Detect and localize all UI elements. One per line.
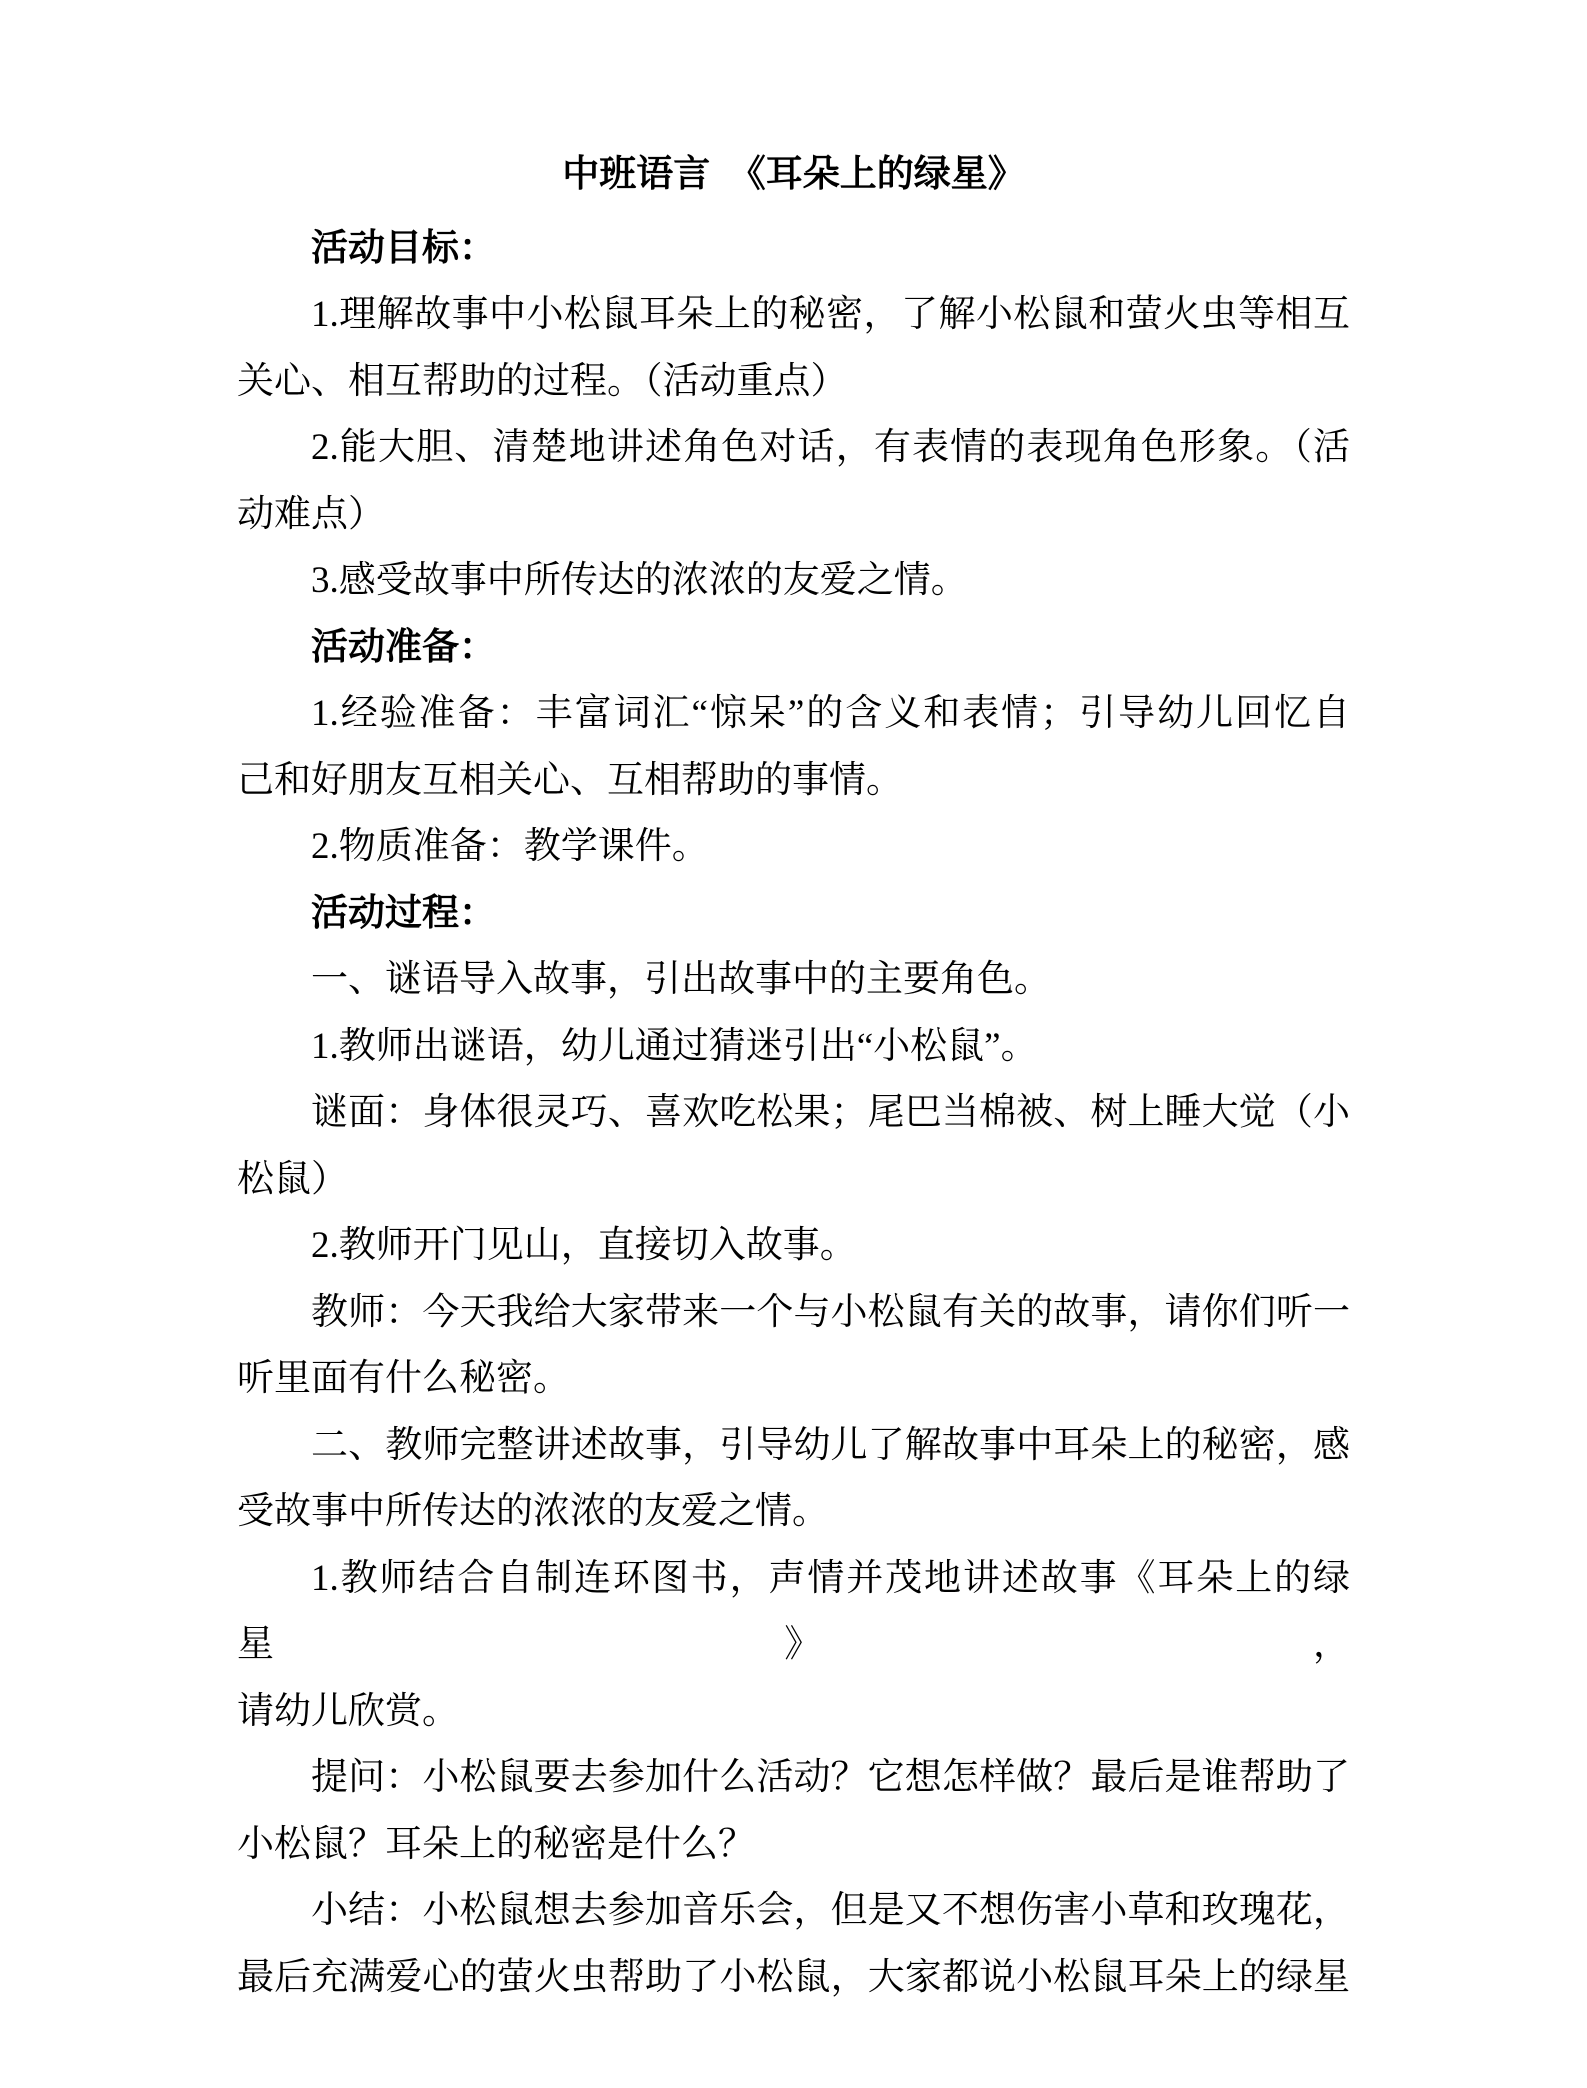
text-line: 受故事中所传达的浓浓的友爱之情。 — [237, 1491, 829, 1532]
text-line: 1.经验准备：丰富词汇“惊呆”的含义和表情；引导幼儿回忆自 — [311, 693, 1350, 734]
text-line: 2.教师开门见山，直接切入故事。 — [311, 1225, 857, 1266]
text-line: 听里面有什么秘密。 — [237, 1358, 570, 1399]
text-line: 1.理解故事中小松鼠耳朵上的秘密，了解小松鼠和萤火虫等相互 — [311, 294, 1350, 335]
text-line: 最后充满爱心的萤火虫帮助了小松鼠，大家都说小松鼠耳朵上的绿星 — [237, 1956, 1350, 1998]
text-line: 提问：小松鼠要去参加什么活动？它想怎样做？最后是谁帮助了 — [311, 1757, 1350, 1798]
text-line: 2.能大胆、清楚地讲述角色对话，有表情的表现角色形象。（活 — [311, 427, 1350, 468]
text-line: 关心、相互帮助的过程。（活动重点） — [237, 360, 848, 402]
document-title: 中班语言 《耳朵上的绿星》 — [562, 154, 1025, 195]
text-line: 动难点） — [237, 493, 385, 535]
section-heading: 活动过程： — [311, 892, 496, 934]
text-line: 请幼儿欣赏。 — [237, 1690, 459, 1732]
document-content — [237, 142, 1350, 2011]
text-line: 小松鼠？耳朵上的秘密是什么？ — [237, 1823, 755, 1865]
text-line: 1.教师出谜语，幼儿通过猜迷引出“小松鼠”。 — [311, 1025, 1038, 1067]
text-line: 1.教师结合自制连环图书，声情并茂地讲述故事《耳朵上的绿星》， — [237, 1557, 1350, 1665]
text-line: 教师：今天我给大家带来一个与小松鼠有关的故事，请你们听一 — [311, 1291, 1350, 1333]
text-line: 己和好朋友互相关心、互相帮助的事情。 — [237, 759, 903, 801]
text-line: 二、教师完整讲述故事，引导幼儿了解故事中耳朵上的秘密，感 — [311, 1424, 1350, 1466]
text-line: 2.物质准备：教学课件。 — [311, 826, 709, 867]
text-line: 一、谜语导入故事，引出故事中的主要角色。 — [311, 959, 1051, 1000]
text-line: 3.感受故事中所传达的浓浓的友爱之情。 — [311, 560, 968, 601]
section-heading: 活动目标： — [311, 227, 496, 269]
text-line: 松鼠） — [237, 1158, 348, 1200]
text-line: 小结：小松鼠想去参加音乐会，但是又不想伤害小草和玫瑰花， — [311, 1890, 1350, 1931]
text-line: 谜面：身体很灵巧、喜欢吃松果；尾巴当棉被、树上睡大觉（小 — [311, 1092, 1350, 1133]
section-heading: 活动准备： — [311, 626, 496, 668]
